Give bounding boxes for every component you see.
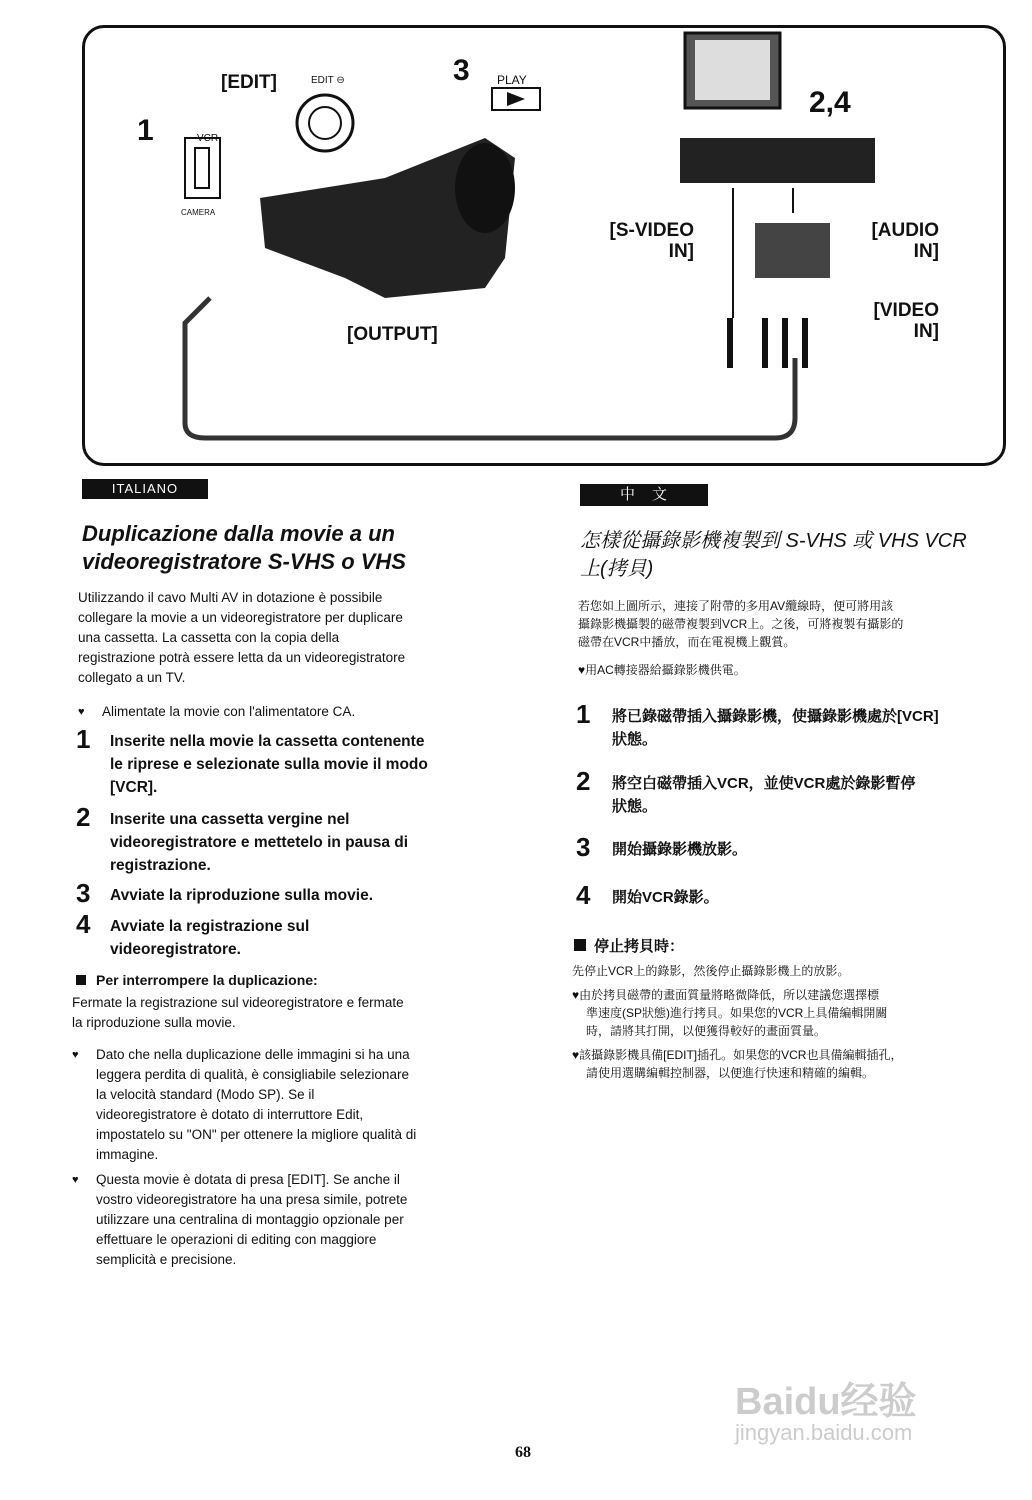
intro-chinese: 若您如上圖所示，連接了附帶的多用AV纜線時，便可將用該 攝錄影機攝製的磁帶複製到VCR上。之後，可將複製有攝影的 磁帶在VCR中播放，而在電視機上觀賞。 (578, 599, 904, 649)
vcr-icon (680, 138, 875, 183)
video-in-label: [VIDEO IN] (873, 300, 939, 342)
step-3-marker: 3 (453, 54, 470, 87)
note-1-italian: ♥ Dato che nella duplicazione delle immagini si ha una leggera perdita di qualità, è consigliabile selezionare la velocità standard (Modo SP). Se il videoregistratore è dotato di interruttore Edit, impostatelo su "ON" per ottenere la migliore qualità di immagine. (72, 1047, 417, 1162)
step-3-chinese: 3 開始攝錄影機放影。 (576, 832, 748, 862)
step-4-chinese: 4 開始VCR錄影。 (576, 880, 719, 910)
camera-switch-label: CAMERA (181, 208, 216, 217)
play-label: PLAY (497, 73, 527, 87)
step-1-italian: 1 Inserite nella movie la cassetta contenente le riprese e selezionate sulla movie il modo [VCR]. (76, 724, 428, 796)
note-1-chinese: ♥由於拷貝磁帶的畫面質量將略微降低，所以建議您選擇標 準速度(SP狀態)進行拷貝。如果您的VCR上具備編輯開關 時，請將其打開，以便獲得較好的畫面質量。 (572, 988, 888, 1038)
stop-text-chinese: 先停止VCR上的錄影，然後停止攝錄影機上的放影。 (572, 964, 850, 978)
output-label: [OUTPUT] (347, 324, 438, 345)
square-bullet-icon (76, 975, 86, 985)
step-1-chinese: 1 將已錄磁帶插入攝錄影機，使攝錄影機處於[VCR] 狀態。 (576, 699, 939, 748)
heart-bullet-icon: ♥ (572, 1048, 580, 1062)
language-badge-italiano: ITALIANO (82, 479, 208, 499)
edit-label: [EDIT] (221, 72, 277, 93)
heart-bullet-icon: ♥ (72, 1049, 79, 1061)
page-number: 68 (515, 1444, 531, 1461)
step-4-italian: 4 Avviate la registrazione sul videoregistratore. (76, 909, 310, 958)
av-connector-icon (755, 223, 830, 278)
square-bullet-icon (574, 939, 586, 951)
section-title-chinese: 怎樣從攝錄影機複製到 S-VHS 或 VHS VCR 上(拷貝) (580, 530, 967, 580)
connection-diagram (82, 25, 1006, 466)
step-3-italian: 3 Avviate la riproduzione sulla movie. (76, 878, 374, 908)
step-2-4-marker: 2,4 (809, 86, 851, 119)
heart-bullet-icon: ♥ (578, 663, 586, 677)
edit-jack-label: EDIT ⊖ (311, 75, 345, 86)
section-title-italian: Duplicazione dalla movie a un videoregistratore S-VHS o VHS (82, 521, 406, 574)
audio-in-label: [AUDIO IN] (871, 220, 939, 262)
heart-bullet-icon: ♥ (572, 988, 580, 1002)
camcorder-icon (185, 95, 515, 298)
baidu-watermark-logo: Baidu经验 (735, 1381, 917, 1423)
baidu-watermark-url: jingyan.baidu.com (735, 1420, 913, 1445)
stop-heading-chinese: 停止拷貝時： (574, 935, 684, 956)
language-badge-chinese: 中 文 (580, 484, 708, 506)
note-2-italian: ♥ Questa movie è dotata di presa [EDIT]. Se anche il vostro videoregistratore ha una presa simile, potrete utilizzare una centralina di montaggio opzionale per effettuare le operazioni di editing con maggiore semplicità e precisione. (72, 1172, 408, 1267)
intro-italian: Utilizzando il cavo Multi AV in dotazione è possibile collegare la movie a un videoregistratore per duplicare una cassetta. La cassetta con la copia della registrazione potrà essere letta da un videoregistratore collegato a un TV. (78, 590, 406, 685)
step-1-marker: 1 (137, 114, 154, 147)
vcr-switch-label: VCR (197, 133, 219, 144)
stop-heading-italian: Per interrompere la duplicazione: (76, 972, 318, 988)
step-2-chinese: 2 將空白磁帶插入VCR，並使VCR處於錄影暫停 狀態。 (576, 766, 916, 815)
heart-bullet-icon: ♥ (72, 1174, 79, 1186)
power-note-italian: ♥ Alimentate la movie con l'alimentatore CA. (78, 702, 355, 722)
stop-text-italian: Fermate la registrazione sul videoregistratore e fermate la riproduzione sulla movie. (72, 995, 404, 1030)
heart-bullet-icon: ♥ (78, 706, 85, 718)
step-2-italian: 2 Inserite una cassetta vergine nel videoregistratore e mettetelo in pausa di registrazione. (76, 802, 409, 874)
s-video-in-label: [S-VIDEO IN] (609, 220, 694, 262)
power-note-chinese: ♥用AC轉接器給攝錄影機供電。 (578, 663, 746, 677)
note-2-chinese: ♥該攝錄影機具備[EDIT]插孔。如果您的VCR也具備編輯插孔， 請使用選購編輯控制器，以便進行快速和精確的編輯。 (572, 1048, 903, 1080)
